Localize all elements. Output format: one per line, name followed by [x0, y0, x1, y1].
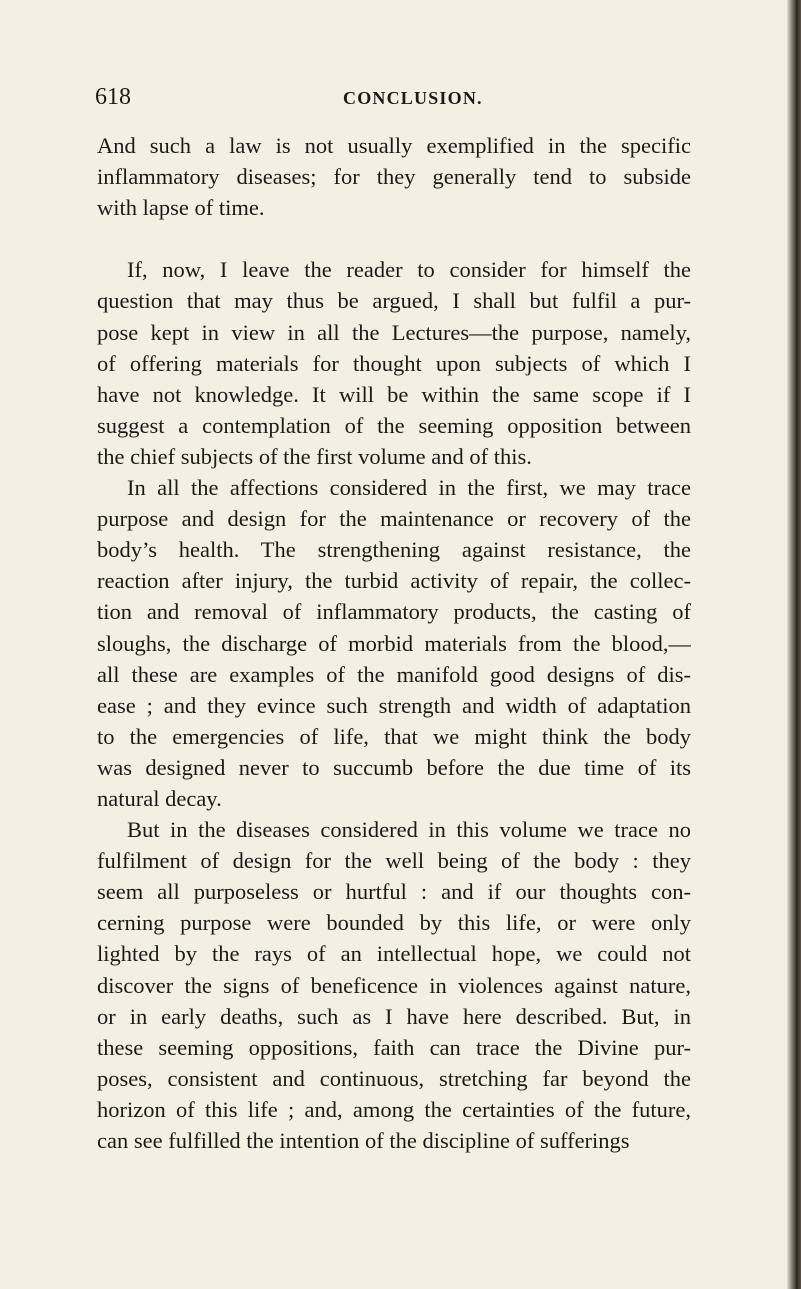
text-line: or in early deaths, such as I have here described. But, in [97, 1003, 691, 1029]
text-line: to the emergencies of life, that we might think the body [97, 723, 691, 749]
body-text [97, 130, 691, 1156]
page-number: 618 [95, 84, 131, 110]
text-line: reaction after injury, the turbid activity of repair, the collec- [97, 568, 691, 594]
paragraph-4 [97, 814, 691, 1156]
text-line: pose kept in view in all the Lectures—the purpose, namely, [97, 319, 691, 345]
text-line: natural decay. [97, 785, 222, 811]
text-line: was designed never to succumb before the due time of its [97, 754, 691, 780]
text-line: can see fulfilled the intention of the discipline of sufferings [97, 1128, 630, 1153]
text-line: horizon of this life ; and, among the certainties of the future, [97, 1096, 691, 1122]
paragraph-3 [97, 472, 691, 814]
text-line: question that may thus be argued, I shall but fulfil a pur- [97, 288, 691, 314]
text-line: all these are examples of the manifold good designs of dis- [97, 661, 691, 687]
running-head: CONCLUSION. [343, 88, 483, 108]
paragraph-2 [97, 254, 691, 472]
text-line: But in the diseases considered in this volume we trace no [127, 817, 691, 843]
text-line: tion and removal of inflammatory products, the casting of [97, 599, 691, 625]
paragraph-gap [97, 223, 691, 254]
text-line: body’s health. The strengthening against resistance, the [97, 537, 691, 563]
text-line: the chief subjects of the first volume and of this. [97, 443, 532, 469]
text-line: these seeming oppositions, faith can trace the Divine pur- [97, 1034, 691, 1060]
text-line: fulfilment of design for the well being of the body : they [97, 848, 691, 874]
page-header [95, 84, 695, 114]
text-line: have not knowledge. It will be within the same scope if I [97, 381, 691, 407]
text-line: inflammatory diseases; for they generally tend to subside [97, 164, 691, 190]
text-line: ease ; and they evince such strength and width of adaptation [97, 692, 691, 718]
text-line: In all the affections considered in the first, we may trace [127, 475, 691, 501]
text-line: cerning purpose were bounded by this life, or were only [97, 910, 691, 936]
text-line: of offering materials for thought upon subjects of which I [97, 350, 691, 376]
text-line: with lapse of time. [97, 195, 265, 221]
text-line: seem all purposeless or hurtful : and if our thoughts con- [97, 879, 691, 905]
text-line: lighted by the rays of an intellectual hope, we could not [97, 941, 691, 967]
text-line: suggest a contemplation of the seeming opposition between [97, 412, 691, 438]
page-binding-edge [787, 0, 801, 1289]
text-line: sloughs, the discharge of morbid materials from the blood,— [97, 630, 691, 656]
text-line: If, now, I leave the reader to consider for himself the [127, 257, 691, 283]
paragraph-1 [97, 130, 691, 223]
text-line: poses, consistent and continuous, stretching far beyond the [97, 1065, 691, 1091]
text-line: discover the signs of beneficence in violences against nature, [97, 972, 691, 998]
text-line: And such a law is not usually exemplified in the specific [97, 133, 691, 158]
text-line: purpose and design for the maintenance or recovery of the [97, 506, 691, 532]
